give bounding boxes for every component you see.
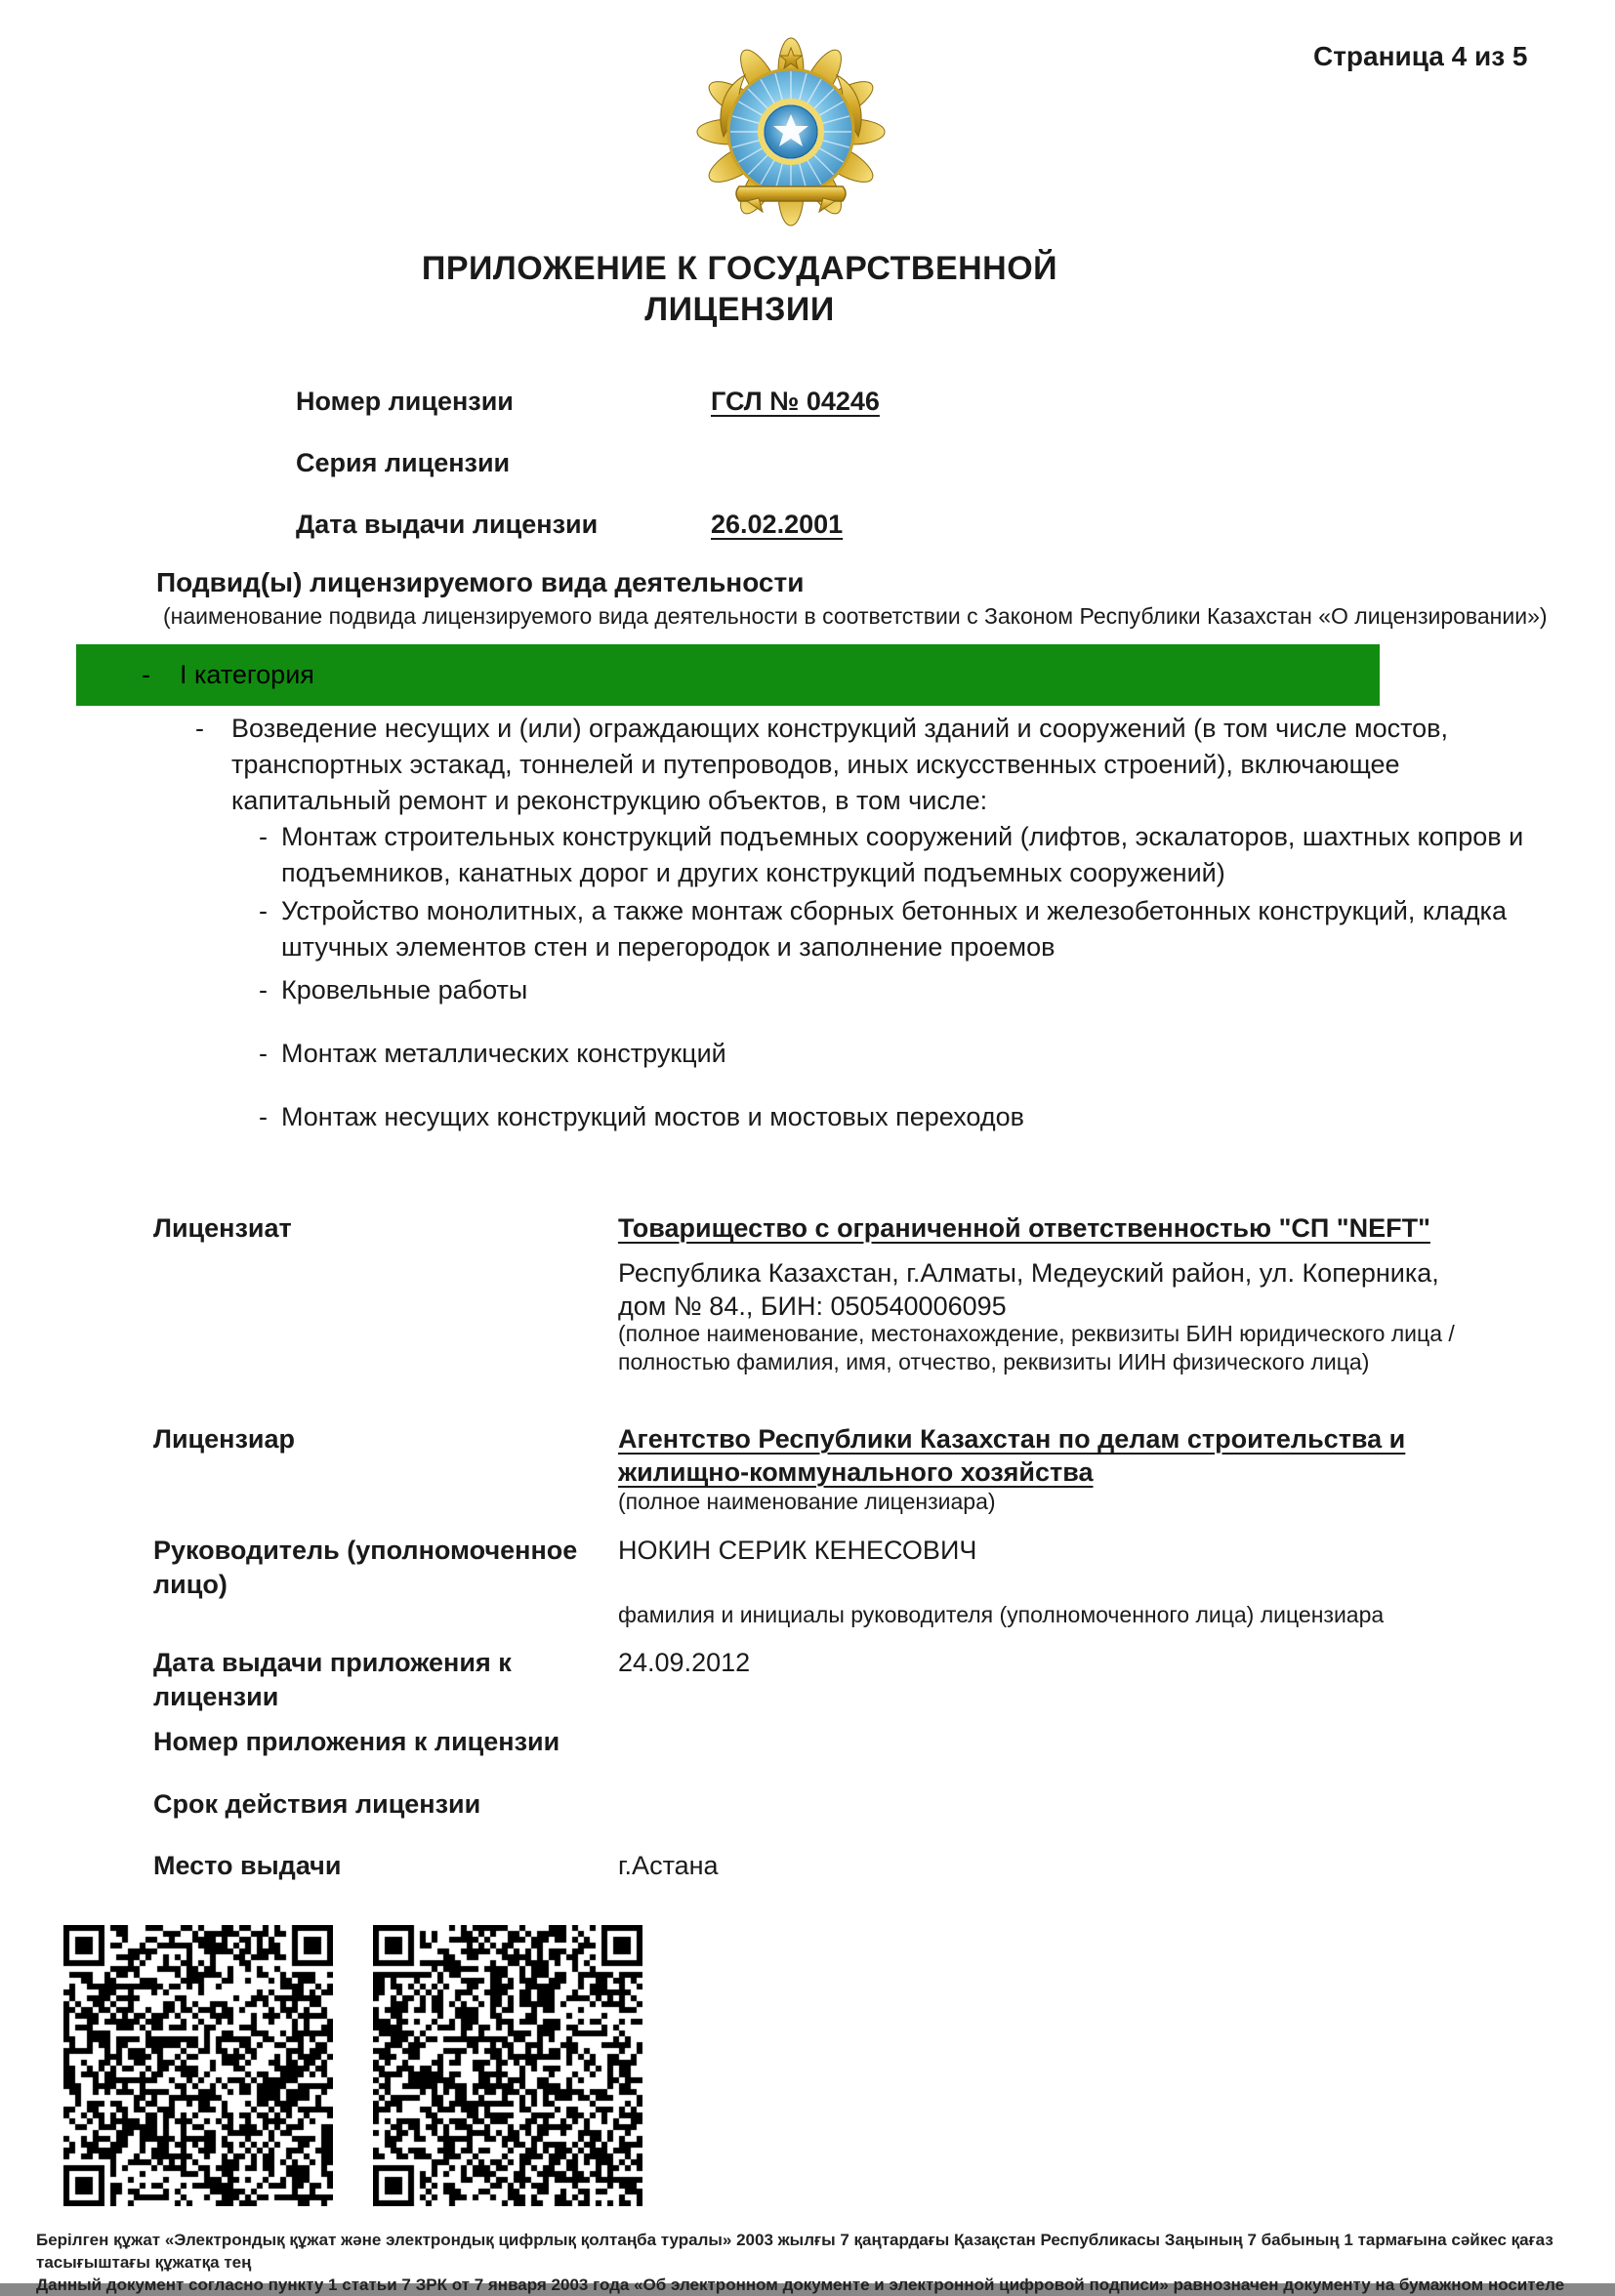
licensor-label: Лицензиар — [153, 1424, 295, 1454]
category-label: I категория — [180, 660, 314, 689]
attachment-date-value: 24.09.2012 — [618, 1648, 751, 1677]
document-title-line1: ПРИЛОЖЕНИЕ К ГОСУДАРСТВЕННОЙ — [421, 250, 1058, 287]
licensee-name: Товарищество с ограниченной ответственностью "СП "NEFT" — [618, 1213, 1430, 1243]
activity-subheading: (наименование подвида лицензируемого вида деятельности в соответствии с Законом Республики Казахстан «О лицензировании») — [163, 603, 1548, 629]
license-series-label: Серия лицензии — [296, 448, 511, 477]
head-person-value: НОКИН СЕРИК КЕНЕСОВИЧ — [618, 1536, 977, 1565]
license-term-label: Срок действия лицензии — [153, 1789, 481, 1819]
bullet-text: Возведение несущих и (или) ограждающих конструкций зданий и сооружений (в том числе мостов, транспортных эстакад, тоннелей и путепроводов, иных искусственных строений), включающее капитальный ремонт и реконструкцию объектов, в том числе: — [231, 714, 1449, 815]
bullet-text: Кровельные работы — [281, 975, 528, 1004]
activity-bullet-sub — [259, 893, 1557, 965]
document-title — [293, 248, 1186, 330]
qr-code-left — [63, 1925, 333, 2206]
footer-line-russian: Данный документ согласно пункту 1 статьи 7 ЗРК от 7 января 2003 года «Об электронном документе и электронной цифровой подписи» равнозначен документу на бумажном носителе — [36, 2276, 1565, 2294]
bullet-text: Монтаж несущих конструкций мостов и мостовых переходов — [281, 1102, 1024, 1131]
qr-code-right — [373, 1925, 642, 2206]
attachment-number-label: Номер приложения к лицензии — [153, 1727, 560, 1756]
kazakhstan-emblem-icon — [710, 44, 872, 215]
license-number-label: Номер лицензии — [296, 387, 514, 416]
license-issue-date-value: 26.02.2001 — [711, 510, 844, 539]
activity-bullet-sub — [259, 819, 1557, 891]
issue-place-label: Место выдачи — [153, 1851, 342, 1880]
bullet-text: Монтаж металлических конструкций — [281, 1039, 726, 1068]
license-issue-date-label: Дата выдачи лицензии — [296, 510, 599, 539]
bullet-dash-marker: - — [259, 1039, 268, 1068]
bullet-dash-marker: - — [195, 714, 204, 743]
issue-place-value: г.Астана — [618, 1851, 719, 1880]
activity-bullet-sub — [259, 1036, 1557, 1072]
bullet-dash-marker: - — [259, 1102, 268, 1131]
licensor-note: (полное наименование лицензиара) — [618, 1489, 996, 1514]
page-number: Страница 4 из 5 — [1313, 41, 1528, 71]
document-title-line2: ЛИЦЕНЗИИ — [644, 291, 835, 328]
bullet-text: Устройство монолитных, а также монтаж сборных бетонных и железобетонных конструкций, кладка штучных элементов стен и перегородок и заполнение проемов — [281, 896, 1507, 962]
bullet-dash-marker: - — [259, 975, 268, 1004]
bullet-text: Монтаж строительных конструкций подъемных сооружений (лифтов, эскалаторов, шахтных копров и подъемников, канатных дорог и других конструкций подъемных сооружений) — [281, 822, 1524, 887]
license-number-value: ГСЛ № 04246 — [711, 387, 880, 416]
licensee-note: (полное наименование, местонахождение, реквизиты БИН юридического лица / полностью фамилия, имя, отчество, реквизиты ИИН физического лица) — [618, 1321, 1455, 1374]
activity-bullet-main — [195, 711, 1553, 819]
activity-bullet-sub — [259, 972, 1557, 1008]
bullet-dash-marker: - — [259, 822, 268, 851]
activity-heading: Подвид(ы) лицензируемого вида деятельности — [156, 567, 805, 597]
licensor-name: Агентство Республики Казахстан по делам строительства и жилищно-коммунального хозяйства — [618, 1424, 1406, 1487]
footer-line-kazakh: Берілген құжат «Электрондық құжат және электрондық цифрлық қолтаңба туралы» 2003 жылғы 7 қаңтардағы Қазақстан Республикасы Заңының 7 бабының 1 тармағына сәйкес қағаз тасығыштағы құжатқа тең — [36, 2231, 1553, 2272]
head-person-label: Руководитель (уполномоченное лицо) — [153, 1536, 578, 1599]
category-dash-marker: - — [142, 660, 150, 689]
licensee-address: Республика Казахстан, г.Алматы, Медеуский район, ул. Коперника, дом № 84., БИН: 050540006095 — [618, 1258, 1439, 1321]
licensee-label: Лицензиат — [153, 1213, 292, 1243]
activity-bullet-sub — [259, 1099, 1557, 1135]
footer-legal-text — [36, 2229, 1598, 2296]
attachment-date-label: Дата выдачи приложения к лицензии — [153, 1648, 512, 1711]
head-person-note: фамилия и инициалы руководителя (уполномоченного лица) лицензиара — [618, 1602, 1385, 1627]
category-banner — [76, 644, 1380, 706]
bullet-dash-marker: - — [259, 896, 268, 925]
